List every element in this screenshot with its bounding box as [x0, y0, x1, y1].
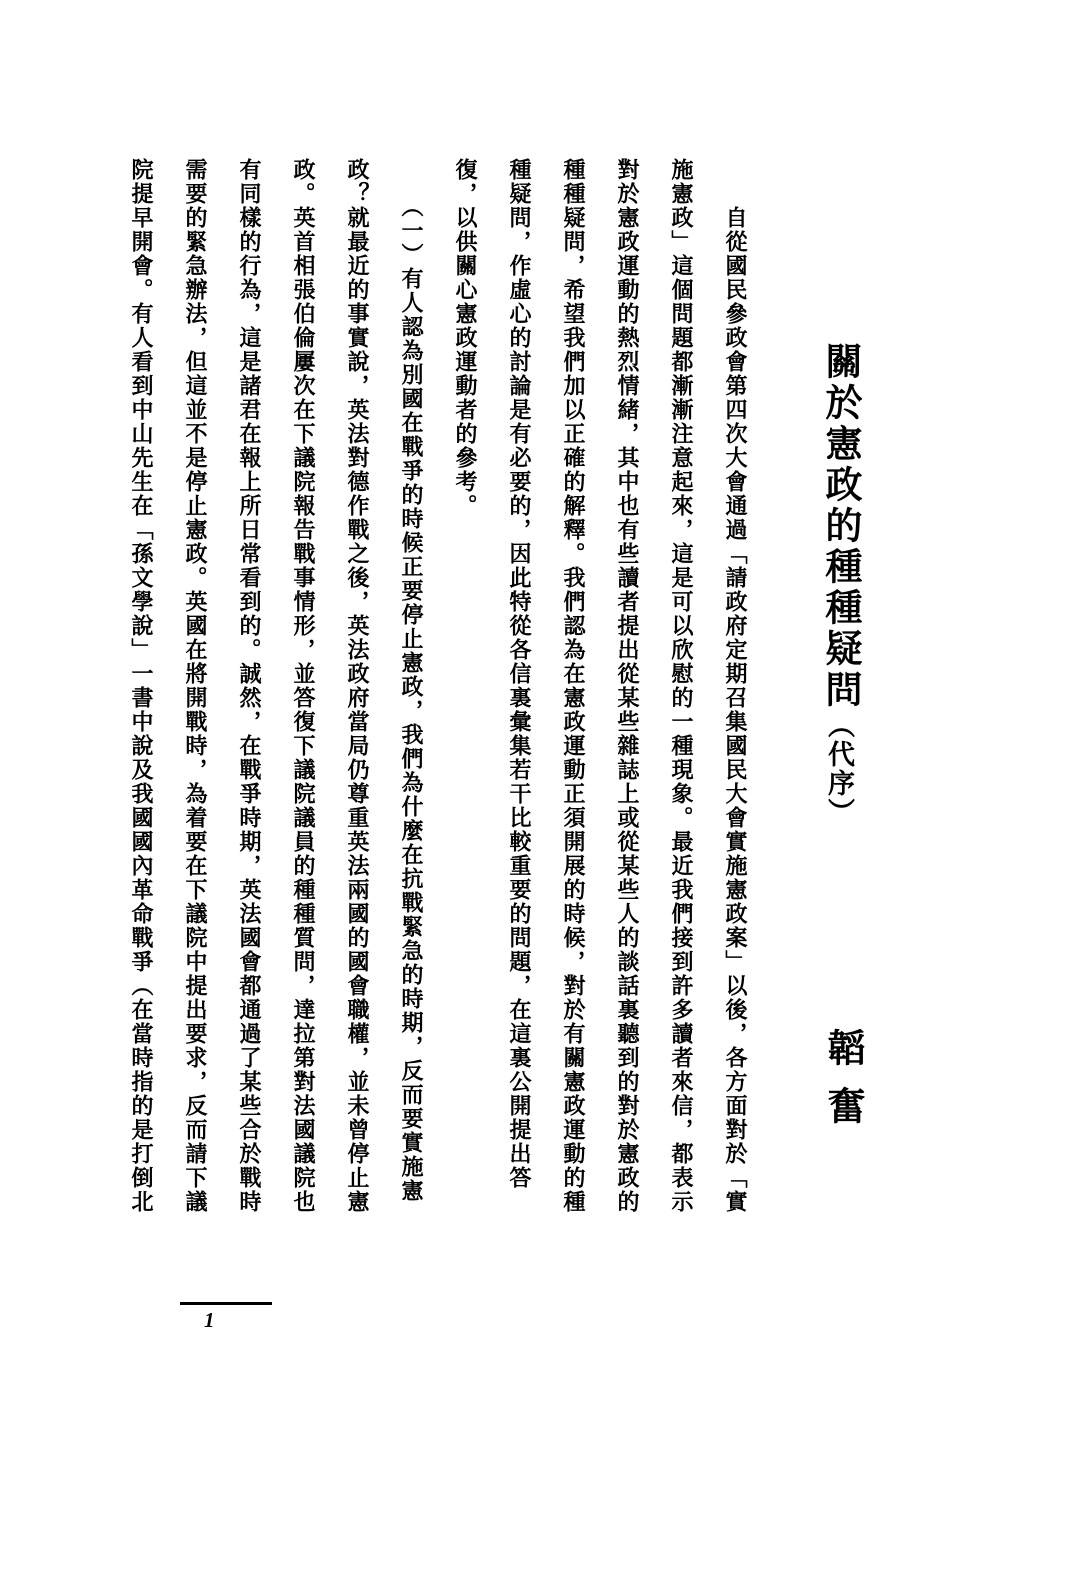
text-column: （一）有人認為別國在戰爭的時候正要停止憲政，我們為什麼在抗戰緊急的時期，反而要實施憲	[399, 158, 424, 1203]
body-text	[112, 158, 762, 1272]
text-column: 對於憲政運動的熱烈情緒，其中也有些讀者提出從某些雜誌上或從某些人的談話裏聽到的對於憲政的	[615, 158, 640, 1214]
text-column: 政？就最近的事實說，英法對德作戰之後，英法政府當局仍尊重英法兩國的國會職權，並未曾停止憲	[345, 158, 370, 1214]
author-name: 韜奮	[821, 1028, 863, 1144]
text-column: 有同樣的行為，這是諸君在報上所日常看到的。誠然，在戰爭時期，英法國會都通過了某些合於戰時	[237, 158, 262, 1214]
text-column: 種疑問，作虛心的討論是有必要的，因此特從各信裏彙集若干比較重要的問題，在這裏公開提出答	[507, 158, 532, 1190]
article-title-suffix: （代序）	[824, 711, 854, 827]
article-title	[796, 342, 882, 1322]
text-column: 需要的緊急辦法，但這並不是停止憲政。英國在將開戰時，為着要在下議院中提出要求，反而請下議	[183, 158, 208, 1214]
page-number: 1	[204, 1308, 215, 1332]
text-column: 自從國民參政會第四次大會通過「請政府定期召集國民大會實施憲政案」以後，各方面對於「實	[723, 158, 748, 1214]
text-column: 施憲政」這個問題都漸漸注意起來，這是可以欣慰的一種現象。最近我們接到許多讀者來信，都表示	[669, 158, 694, 1214]
article-title-main: 關於憲政的種種疑問	[819, 342, 860, 711]
folio-rule	[180, 1302, 272, 1305]
text-column: 院提早開會。有人看到中山先生在「孫文學說」一書中說及我國國內革命戰爭（在當時指的是打倒北	[129, 158, 154, 1214]
text-column: 政。英首相張伯倫屢次在下議院報告戰事情形，並答復下議院議員的種種質問，達拉第對法國議院也	[291, 158, 316, 1214]
text-column: 復，以供關心憲政運動者的參考。	[453, 158, 478, 518]
text-column: 種種疑問，希望我們加以正確的解釋。我們認為在憲政運動正須開展的時候，對於有關憲政運動的種	[561, 158, 586, 1214]
